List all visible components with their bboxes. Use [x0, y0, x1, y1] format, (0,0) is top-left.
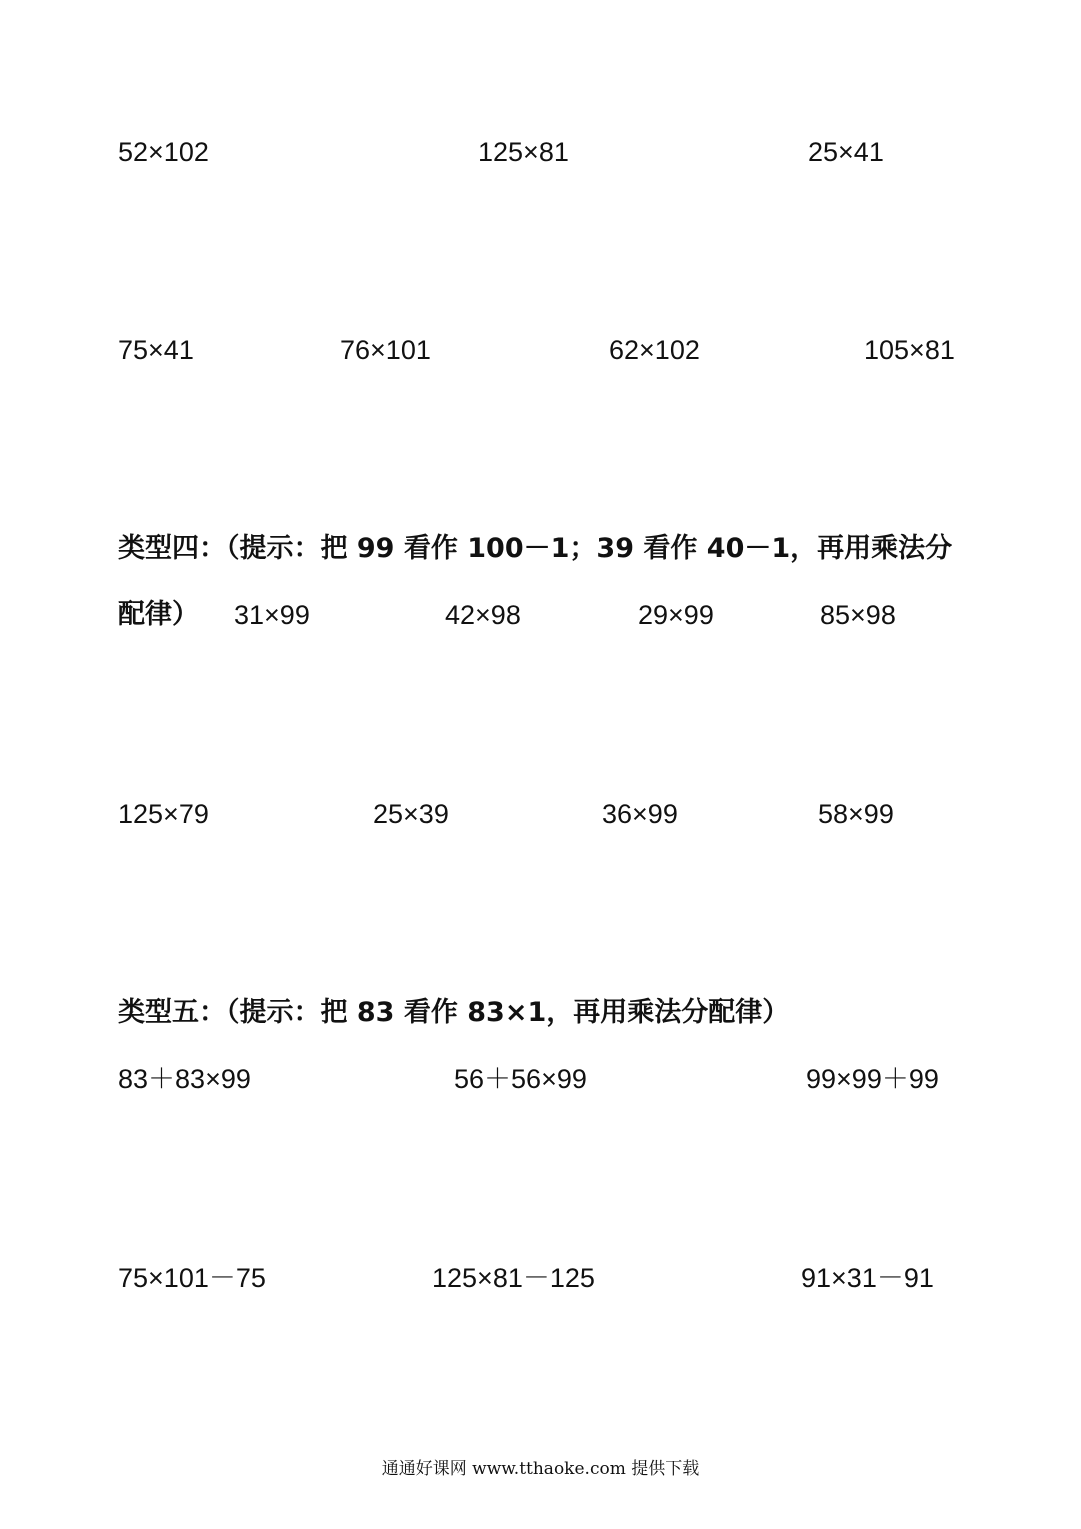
- problem-31x99: 31×99: [234, 600, 310, 630]
- problem-42x98: 42×98: [445, 600, 521, 630]
- type4-heading-line1: 类型四：（提示：把 99 看作 100－1；39 看作 40－1，再用乘法分: [118, 533, 953, 564]
- type5-heading: 类型五：（提示：把 83 看作 83×1，再用乘法分配律）: [118, 997, 790, 1028]
- problem-75x101-minus-75: 75×101－75: [118, 1263, 266, 1293]
- footer-credit: 通通好课网 www.tthaoke.com 提供下载: [381, 1459, 700, 1479]
- problem-85x98: 85×98: [820, 600, 896, 630]
- problem-125x81-minus-125: 125×81－125: [432, 1263, 595, 1293]
- problem-25x41: 25×41: [808, 137, 884, 167]
- problem-125x81: 125×81: [478, 137, 569, 167]
- problem-58x99: 58×99: [818, 799, 894, 829]
- problem-105x81: 105×81: [864, 335, 955, 365]
- problem-52x102: 52×102: [118, 137, 209, 167]
- problem-99x99-plus-99: 99×99＋99: [806, 1064, 939, 1094]
- problem-25x39: 25×39: [373, 799, 449, 829]
- problem-75x41: 75×41: [118, 335, 194, 365]
- problem-91x31-minus-91: 91×31－91: [801, 1263, 934, 1293]
- problem-76x101: 76×101: [340, 335, 431, 365]
- problem-125x79: 125×79: [118, 799, 209, 829]
- problem-36x99: 36×99: [602, 799, 678, 829]
- problem-29x99: 29×99: [638, 600, 714, 630]
- type4-heading-line2: 配律）: [118, 599, 199, 630]
- problem-56-plus-56x99: 56＋56×99: [454, 1064, 587, 1094]
- problem-62x102: 62×102: [609, 335, 700, 365]
- problem-83-plus-83x99: 83＋83×99: [118, 1064, 251, 1094]
